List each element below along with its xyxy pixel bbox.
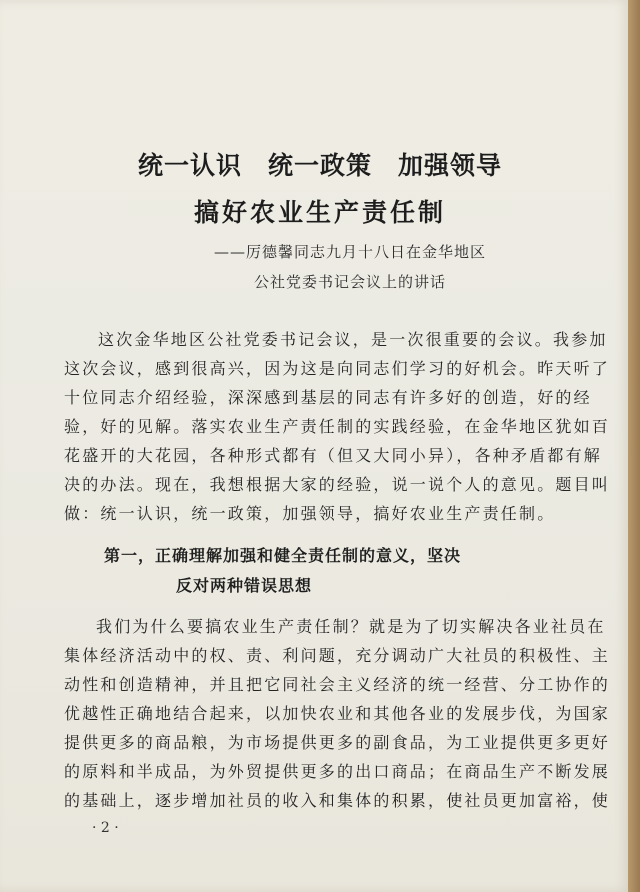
paragraph-1-line: 花盛开的大花园，各种形式都有（但又大同小异），各种矛盾都有解 <box>64 446 603 465</box>
paragraph-1-line: 验，好的见解。落实农业生产责任制的实践经验，在金华地区犹如百 <box>64 417 611 436</box>
paragraph-2-line: 我们为什么要搞农业生产责任制？就是为了切实解决各业社员在 <box>96 617 606 636</box>
paragraph-2-line: 的基础上，逐步增加社员的收入和集体的积累，使社员更加富裕，使 <box>64 791 611 810</box>
page-edge <box>628 0 640 892</box>
paragraph-1-line: 十位同志介绍经验，深深感到基层的同志有许多好的创造，好的经 <box>64 388 592 407</box>
section-heading-line-2: 反对两种错误思想 <box>176 576 313 595</box>
page-number: · 2 · <box>92 820 119 836</box>
paragraph-2-line: 优越性正确地结合起来，以加快农业和其他各业的发展步伐，为国家 <box>64 704 611 723</box>
paragraph-2-line: 集体经济活动中的权、责、利问题，充分调动广大社员的积极性、主 <box>64 646 611 665</box>
paragraph-1-line: 这次金华地区公社党委书记会议，是一次很重要的会议。我参加 <box>98 330 608 349</box>
subtitle-line-1: ——厉德馨同志九月十八日在金华地区 <box>213 243 486 261</box>
paragraph-1-line: 决的办法。现在，我想根据大家的经验，说一说个人的意见。题目叫 <box>64 475 611 494</box>
paragraph-1-line: 做：统一认识，统一政策，加强领导，搞好农业生产责任制。 <box>64 504 556 523</box>
paragraph-2-line: 动性和创造精神，并且把它同社会主义经济的统一经营、分工协作的 <box>64 675 611 694</box>
paragraph-2-line: 的原料和半成品，为外贸提供更多的出口商品；在商品生产不断发展 <box>64 762 611 781</box>
paragraph-2-line: 提供更多的商品粮，为市场提供更多的副食品，为工业提供更多更好 <box>64 733 611 752</box>
document-title-line-1: 统一认识 统一政策 加强领导 <box>137 151 502 180</box>
section-heading-line-1: 第一，正确理解加强和健全责任制的意义，坚决 <box>104 546 462 565</box>
document-title-line-2: 搞好农业生产责任制 <box>193 198 446 227</box>
subtitle-line-2: 公社党委书记会议上的讲话 <box>253 273 446 291</box>
paragraph-1-line: 这次会议，感到很高兴，因为这是向同志们学习的好机会。昨天听了 <box>64 359 611 378</box>
